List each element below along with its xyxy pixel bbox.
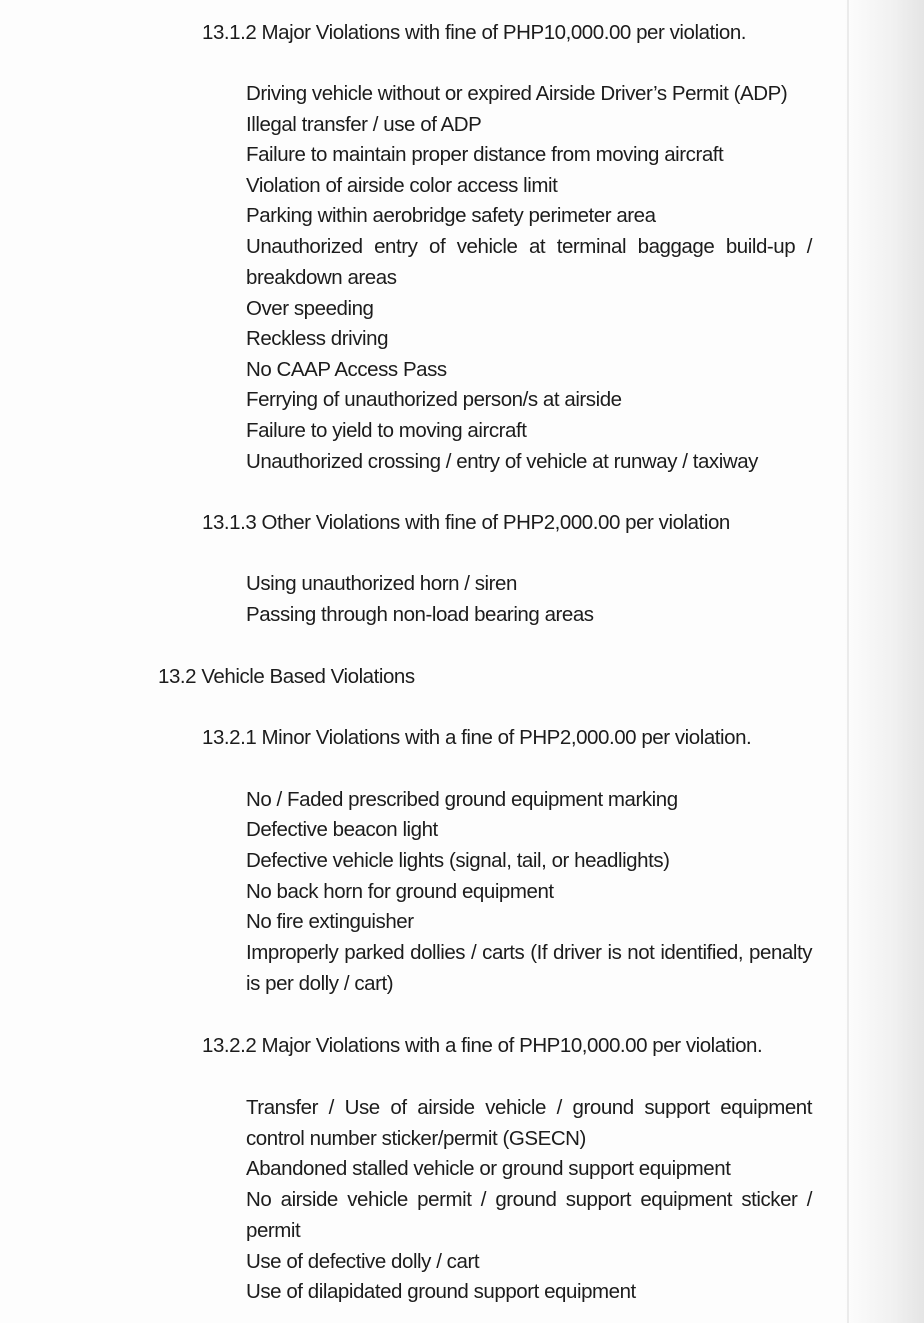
heading-13-1-2: 13.1.2 Major Violations with fine of PHP10,000.00 per violation. [202,21,747,44]
list-item: Use of defective dolly / cart [246,1250,480,1273]
list-item: Use of dilapidated ground support equipment [246,1280,636,1303]
list-item: No CAAP Access Pass [246,358,447,381]
list-item: Defective vehicle lights (signal, tail, or headlights) [246,849,670,872]
list-item: Driving vehicle without or expired Airside Driver’s Permit (ADP) [246,82,788,105]
list-item: Abandoned stalled vehicle or ground support equipment [246,1157,731,1180]
list-item: Unauthorized crossing / entry of vehicle at runway / taxiway [246,450,758,473]
list-item: Using unauthorized horn / siren [246,572,517,595]
list-item: Violation of airside color access limit [246,174,558,197]
list-item: Illegal transfer / use of ADP [246,113,482,136]
scan-edge-shadow [844,0,924,1323]
list-item: Failure to yield to moving aircraft [246,419,527,442]
heading-13-1-3: 13.1.3 Other Violations with fine of PHP2,000.00 per violation [202,511,730,534]
heading-13-2-2: 13.2.2 Major Violations with a fine of PHP10,000.00 per violation. [202,1034,763,1057]
list-item: Passing through non-load bearing areas [246,603,594,626]
list-item: Unauthorized entry of vehicle at terminal baggage build-up / breakdown areas [246,235,812,289]
heading-13-2: 13.2 Vehicle Based Violations [158,665,415,688]
list-item: Reckless driving [246,327,389,350]
list-item: Transfer / Use of airside vehicle / ground support equipment control number sticker/permit (GSECN) [246,1096,812,1150]
list-item: No / Faded prescribed ground equipment marking [246,788,678,811]
scan-edge-line [847,0,849,1323]
list-item: Improperly parked dollies / carts (If driver is not identified, penalty is per dolly / cart) [246,941,812,995]
list-item: No fire extinguisher [246,910,414,933]
list-item: Defective beacon light [246,818,438,841]
list-item: Parking within aerobridge safety perimeter area [246,204,656,227]
list-item: Ferrying of unauthorized person/s at airside [246,388,622,411]
list-item: No back horn for ground equipment [246,880,554,903]
list-item: No airside vehicle permit / ground support equipment sticker / permit [246,1188,812,1242]
list-item: Failure to maintain proper distance from moving aircraft [246,143,724,166]
heading-13-2-1: 13.2.1 Minor Violations with a fine of PHP2,000.00 per violation. [202,726,752,749]
list-item: Over speeding [246,297,374,320]
